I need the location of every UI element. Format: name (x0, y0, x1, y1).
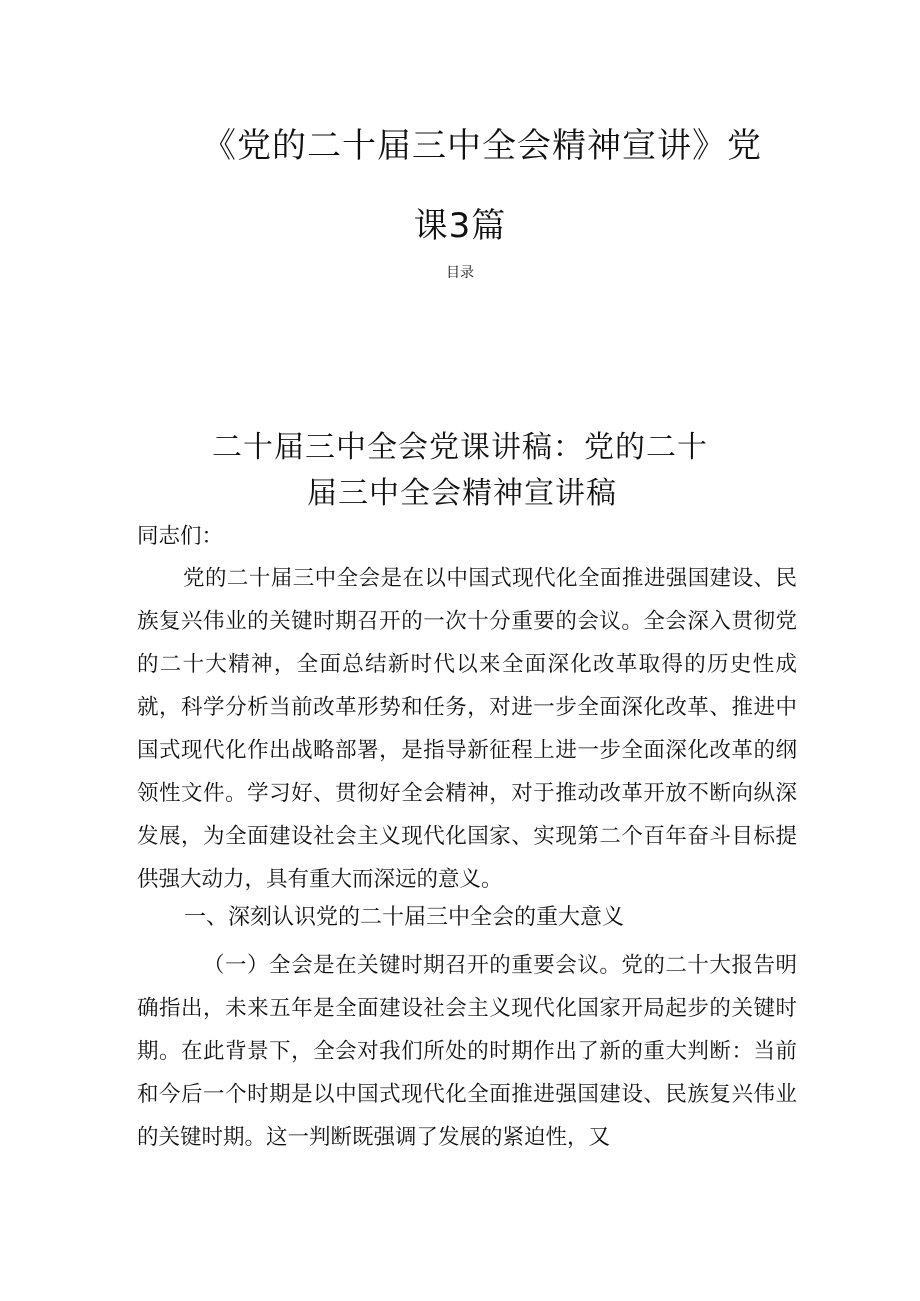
section-heading-1: 一、深刻认识党的二十届三中全会的重大意义 (184, 905, 625, 930)
greeting: 同志们： (137, 524, 224, 549)
table-of-contents-label: 目录 (446, 265, 474, 281)
section-title-line1: 二十届三中全会党课讲稿：党的二十 (212, 430, 708, 465)
body-paragraph-2: （一）全会是在关键时期召开的重要会议。党的二十大报告明确指出，未来五年是全面建设社会主义现代化国家开局起步的关键时期。在此背景下，全会对我们所处的时期作出了新的重大判断：当前和今后一个时期是以中国式现代化全面推进强国建设、民族复兴伟业的关键时期。这一判断既强调了发展的紧迫性，又 (137, 953, 797, 1150)
body-paragraph-1: 党的二十届三中全会是在以中国式现代化全面推进强国建设、民族复兴伟业的关键时期召开的一次十分重要的会议。全会深入贯彻党的二十大精神，全面总结新时代以来全面深化改革取得的历史性成就，科学分析当前改革形势和任务，对进一步全面深化改革、推进中国式现代化作出战略部署，是指导新征程上进一步全面深化改革的纲领性文件。学习好、贯彻好全会精神，对于推动改革开放不断向纵深发展，为全面建设社会主义现代化国家、实现第二个百年奋斗目标提供强大动力，具有重大而深远的意义。 (137, 566, 797, 892)
section-title-line2: 届三中全会精神宣讲稿 (307, 476, 617, 511)
document-title-line2: 课3篇 (413, 206, 507, 246)
document-title-line1: 《党的二十届三中全会精神宣讲》党 (202, 126, 762, 166)
